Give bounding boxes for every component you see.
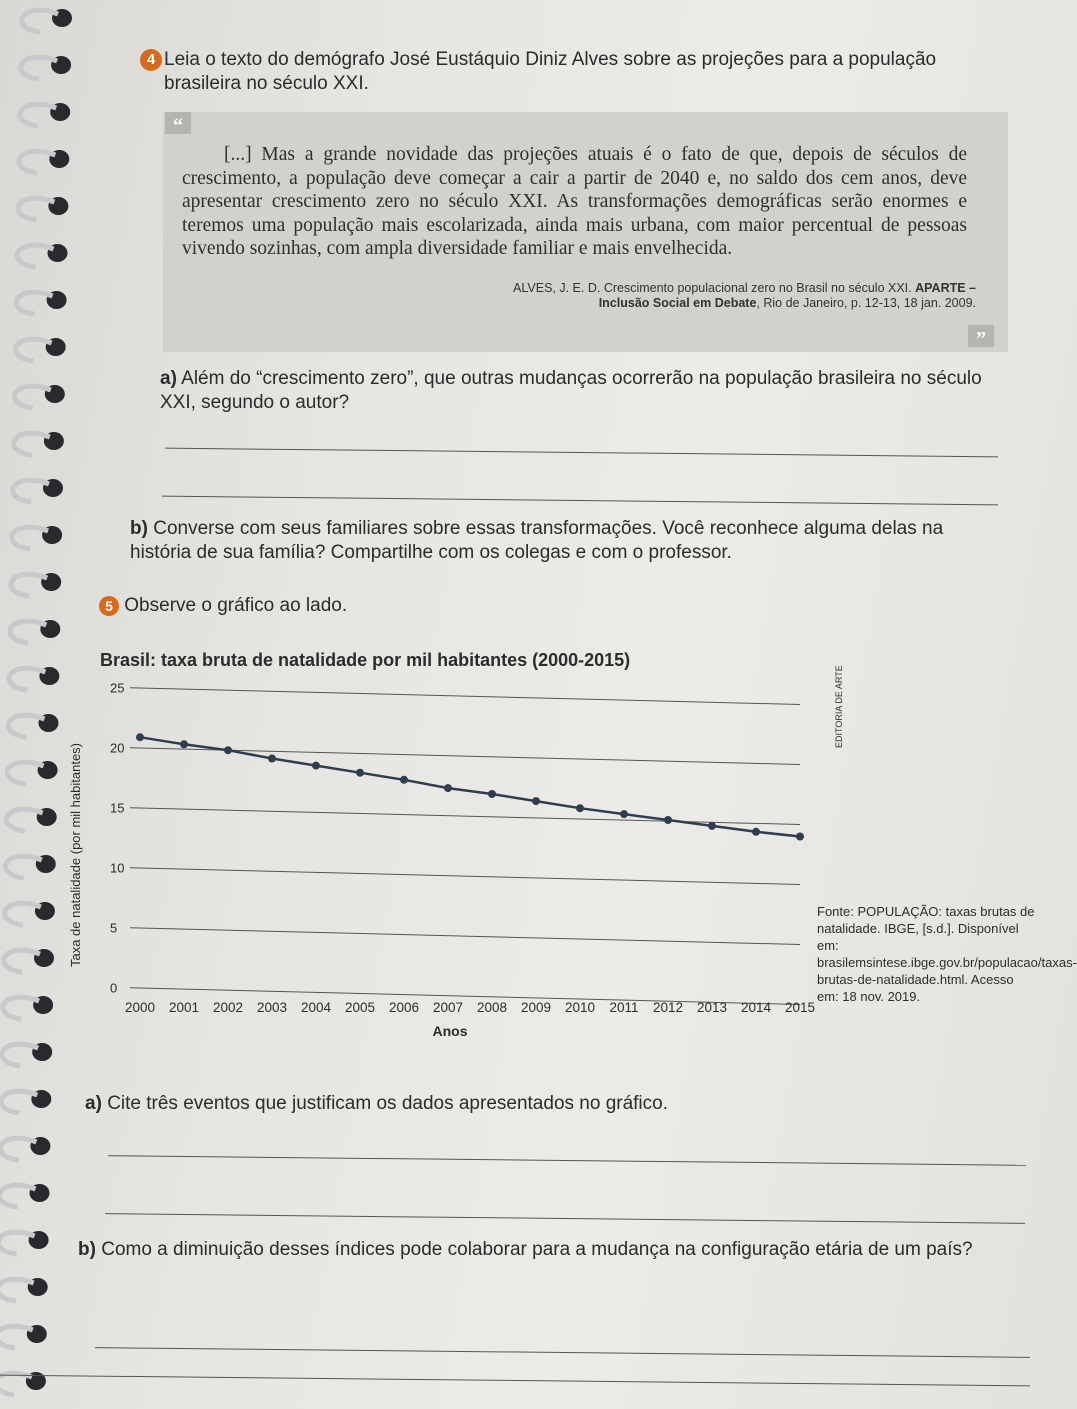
chart-source: Fonte: POPULAÇÃO: taxas brutas de natalidade. IBGE, [s.d.]. Disponível em: brasilemsintese.ibge.gov.br/populacao/taxas-brutas-de-natalidade.html. Acesso em: 18 nov. 2019. <box>817 904 1077 1004</box>
reference-journal: APARTE – <box>915 281 976 295</box>
spiral-ring <box>5 856 41 878</box>
x-tick-label: 2007 <box>432 1000 464 1015</box>
question-number-badge: 5 <box>99 596 119 616</box>
spiral-ring <box>11 574 47 596</box>
x-axis-label: Anos <box>432 1023 468 1039</box>
answer-line[interactable] <box>95 1347 1030 1358</box>
x-tick-label: 2012 <box>652 1000 684 1015</box>
x-tick-label: 2009 <box>520 1000 552 1015</box>
chart-title: Brasil: taxa bruta de natalidade por mil habitantes (2000-2015) <box>100 650 631 670</box>
spiral-ring <box>3 997 39 1019</box>
data-point <box>356 769 364 777</box>
x-tick-label: 2000 <box>124 1000 156 1015</box>
x-tick-label: 2004 <box>300 1000 332 1015</box>
data-point <box>136 733 144 741</box>
spiral-ring <box>14 433 50 455</box>
birth-rate-chart <box>60 670 820 1050</box>
item-text: Cite três eventos que justificam os dados apresentados no gráfico. <box>107 1093 669 1114</box>
answer-line[interactable] <box>162 496 998 506</box>
y-tick-label: 25 <box>110 680 125 696</box>
spiral-ring <box>0 1138 36 1160</box>
question-5a <box>85 1092 985 1116</box>
reference-text: ALVES, J. E. D. Crescimento populacional zero no Brasil no século XXI. <box>513 281 912 295</box>
x-tick-label: 2006 <box>388 1000 420 1015</box>
item-label: b) <box>130 518 148 539</box>
question-5b <box>78 1238 1038 1262</box>
spiral-ring <box>1 1091 37 1113</box>
answer-line[interactable] <box>105 1213 1025 1224</box>
data-point <box>268 755 276 763</box>
spiral-ring <box>5 903 41 925</box>
question-5 <box>99 594 599 618</box>
gridline <box>130 688 800 705</box>
close-quote-icon: ” <box>968 325 994 347</box>
question-number-badge: 4 <box>140 49 162 71</box>
x-tick-label: 2010 <box>564 1000 596 1015</box>
spiral-ring <box>15 339 51 361</box>
y-tick-label: 5 <box>110 920 118 936</box>
spiral-ring <box>17 245 53 267</box>
open-quote-icon: “ <box>165 112 191 134</box>
spiral-ring <box>19 151 55 173</box>
spiral-ring <box>13 480 49 502</box>
data-point <box>576 804 584 812</box>
item-text: Como a diminuição desses índices pode colaborar para a mudança na configuração etária de um país? <box>101 1239 973 1260</box>
x-tick-label: 2014 <box>740 1000 772 1015</box>
spiral-ring <box>4 950 40 972</box>
data-point <box>620 810 628 818</box>
credit-label <box>832 665 846 750</box>
y-tick-label: 10 <box>110 860 125 876</box>
quote-reference <box>276 281 976 311</box>
gridline <box>130 808 800 825</box>
x-tick-label: 2011 <box>609 1000 639 1015</box>
item-text: Converse com seus familiares sobre essas transformações. Você reconhece alguma delas na história de sua família? Compartilhe com os colegas e com o professor. <box>130 518 944 563</box>
spiral-ring <box>7 762 43 784</box>
data-point <box>444 784 452 792</box>
x-tick-label: 2005 <box>344 1000 376 1015</box>
spiral-ring <box>2 1044 38 1066</box>
y-tick-label: 15 <box>110 800 125 816</box>
data-point <box>488 790 496 798</box>
item-label: a) <box>160 368 177 389</box>
spiral-ring <box>12 527 48 549</box>
data-point <box>796 833 804 841</box>
spiral-ring <box>20 104 56 126</box>
reference-journal-sub: Inclusão Social em Debate <box>598 296 757 310</box>
data-point <box>180 740 188 748</box>
data-point <box>708 822 716 830</box>
data-point <box>312 762 320 770</box>
item-text: Além do “crescimento zero”, que outras mudanças ocorrerão na população brasileira no século XXI, segundo o autor? <box>160 368 982 413</box>
y-axis-label: Taxa de natalidade (por mil habitantes) <box>68 742 83 968</box>
question-5-text: Observe o gráfico ao lado. <box>124 595 348 616</box>
reference-details: , Rio de Janeiro, p. 12-13, 18 jan. 2009. <box>756 296 976 310</box>
spiral-ring <box>18 198 54 220</box>
spiral-ring <box>22 10 58 32</box>
data-point <box>532 797 540 805</box>
x-tick-label: 2002 <box>212 1000 244 1015</box>
quote-text <box>182 143 967 261</box>
spiral-ring <box>21 57 57 79</box>
x-tick-label: 2001 <box>168 1000 200 1015</box>
spiral-ring <box>14 386 50 408</box>
answer-line[interactable] <box>0 1375 1030 1387</box>
x-tick-label: 2003 <box>256 1000 288 1015</box>
y-tick-label: 20 <box>110 740 125 756</box>
data-point <box>400 776 408 784</box>
spiral-ring <box>9 668 45 690</box>
answer-line[interactable] <box>165 448 998 458</box>
x-tick-label: 2008 <box>476 1000 508 1015</box>
spiral-ring <box>8 715 44 737</box>
data-point <box>224 746 232 754</box>
x-tick-label: 2015 <box>784 1000 816 1015</box>
spiral-ring <box>10 621 46 643</box>
credit-text: EDITORIA DE ARTE <box>834 665 844 748</box>
data-point <box>752 828 760 836</box>
y-tick-label: 0 <box>110 980 118 996</box>
x-tick-label: 2013 <box>696 1000 728 1015</box>
spiral-ring <box>6 809 42 831</box>
question-4 <box>140 48 1010 96</box>
item-label: b) <box>78 1239 96 1260</box>
quote-paragraph: [...] Mas a grande novidade das projeções atuais é o fato de que, depois de séculos de crescimento, a população deve começar a cair a partir de 2040 e, no saldo dos cem anos, deve apresentar crescimento zero no século XXI. As transformações demográficas serão enormes e teremos uma população mais escolarizada, ainda mais urbana, com maior percentual de pessoas vivendo sozinhas, com ampla diversidade familiar e mais envelhecida. <box>182 144 967 259</box>
question-4-text: Leia o texto do demógrafo José Eustáquio Diniz Alves sobre as projeções para a população brasileira no século XXI. <box>164 49 937 94</box>
gridline <box>130 868 800 885</box>
data-point <box>664 816 672 824</box>
spiral-ring <box>16 292 52 314</box>
answer-line[interactable] <box>108 1155 1026 1166</box>
question-4b <box>130 517 1005 565</box>
question-4a <box>160 367 1000 415</box>
gridline <box>130 928 800 945</box>
item-label: a) <box>85 1093 102 1114</box>
